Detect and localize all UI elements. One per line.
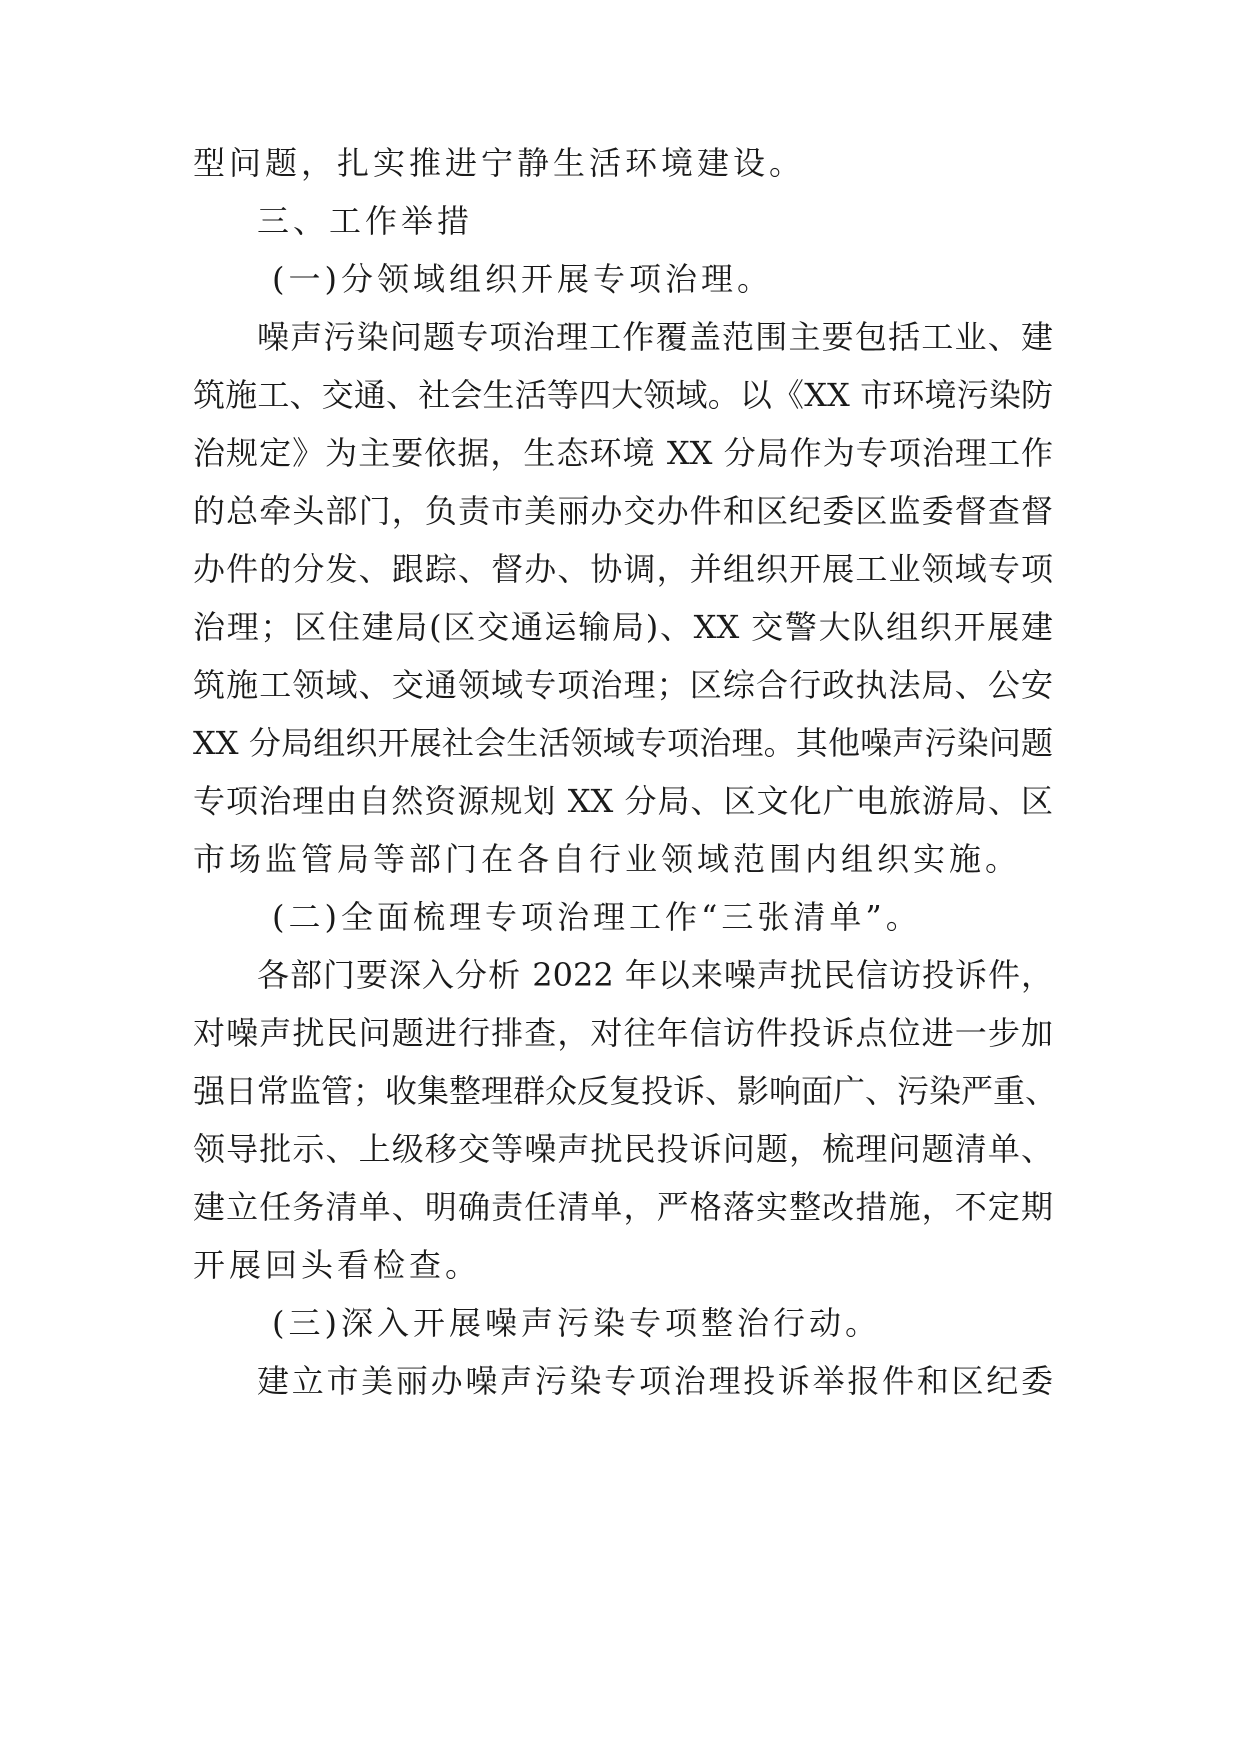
paragraph-line: XX 分局组织开展社会生活领域专项治理。其他噪声污染问题	[193, 724, 1053, 762]
paragraph-line: 办件的分发、跟踪、督办、协调，并组织开展工业领域专项	[193, 550, 1053, 588]
subsection-heading: (三)深入开展噪声污染专项整治行动。	[272, 1304, 881, 1342]
paragraph-line: 市场监管局等部门在各自行业领域范围内组织实施。	[193, 840, 1022, 878]
paragraph-line: 领导批示、上级移交等噪声扰民投诉问题，梳理问题清单、	[193, 1130, 1053, 1168]
paragraph-line: 治规定》为主要依据，生态环境 XX 分局作为专项治理工作	[193, 434, 1053, 472]
paragraph-line: 建立市美丽办噪声污染专项治理投诉举报件和区纪委	[257, 1362, 1053, 1400]
paragraph-line: 噪声污染问题专项治理工作覆盖范围主要包括工业、建	[257, 318, 1053, 356]
paragraph-line: 专项治理由自然资源规划 XX 分局、区文化广电旅游局、区	[193, 782, 1053, 820]
paragraph-line: 开展回头看检查。	[193, 1246, 482, 1284]
section-heading: 三、工作举措	[257, 202, 474, 240]
subsection-heading: (二)全面梳理专项治理工作“三张清单”。	[272, 898, 922, 936]
paragraph-line: 强日常监管；收集整理群众反复投诉、影响面广、污染严重、	[193, 1072, 1058, 1110]
paragraph-line: 建立任务清单、明确责任清单，严格落实整改措施，不定期	[193, 1188, 1053, 1226]
paragraph-line: 型问题，扎实推进宁静生活环境建设。	[193, 144, 806, 182]
paragraph-line: 各部门要深入分析 2022 年以来噪声扰民信访投诉件，	[257, 956, 1053, 994]
paragraph-line: 治理；区住建局(区交通运输局)、XX 交警大队组织开展建	[193, 608, 1053, 646]
paragraph-line: 筑施工、交通、社会生活等四大领域。以《XX 市环境污染防	[193, 376, 1053, 414]
subsection-heading: (一)分领域组织开展专项治理。	[272, 260, 773, 298]
paragraph-line: 对噪声扰民问题进行排查，对往年信访件投诉点位进一步加	[193, 1014, 1053, 1052]
paragraph-line: 的总牵头部门，负责市美丽办交办件和区纪委区监委督查督	[193, 492, 1053, 530]
paragraph-line: 筑施工领域、交通领域专项治理；区综合行政执法局、公安	[193, 666, 1053, 704]
